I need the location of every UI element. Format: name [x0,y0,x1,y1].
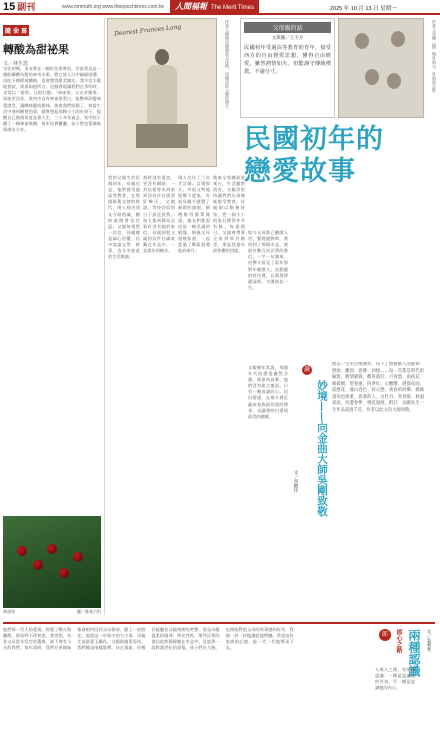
body-column: 後來全家隨政府來台，生活雖然清苦，父親仍堅持讓我們兄弟姊妹都受教育。母親則以勤儉持家，把一個小小的家打理得井井有條。每逢假日，父親會帶著全家到郊外踏青，那是我童年最快樂的回憶。 [213,175,245,254]
column-kicker: 隨 ❀ 寫 [3,25,29,36]
portrait-head [155,49,169,65]
person-mark [391,31,405,47]
tribute-tag: 讀 [303,366,310,373]
issue-date: 2025 年 10 月 13 日 星期一 [330,6,397,12]
tribute-author: 文／李樹洋 [293,470,298,493]
two-kinds-article [375,627,435,731]
two-kinds-body: 人與人之間，有兩種認識：一種是認識他的外表，另一種是認識他的內心。 [375,667,415,691]
series-tag: 郎 [379,629,391,641]
portrait-caption: 作者父親與母親婚前交往時，母親送給父親的照片。 [225,20,230,112]
fruit-mark [17,546,27,556]
column-divider [104,18,105,615]
tribute-title: 妙境——向金曲大師吳剛致敬 [316,380,328,517]
box-author: 文與圖／王丕方 [271,36,304,41]
fruit-mark [33,560,43,570]
series-name: 郎心之路 [395,629,402,653]
left-article-title: 轉酸為甜祕果 [3,43,69,56]
fruit-mark [59,568,69,578]
vintage-portrait-photo [107,18,217,167]
newspaper-masthead: 人間福報 The Merit Times [170,0,259,13]
left-article-author: 文／林生恩 [3,61,29,67]
feature-headline: 民國初年的戀愛故事 [244,124,384,187]
page-header [0,0,440,15]
portrait-seat [136,124,188,148]
fruit-mark [73,552,83,562]
section-divider [3,622,435,624]
two-kinds-title: 兩種認識 [407,629,421,677]
left-article [3,18,101,615]
photo-caption: 神祕果 圖／維基百科 [3,609,101,614]
person-mark [387,73,401,89]
body-column: 如今父母都已離開人世，整理遺物時，我找到了那個木盒，裡面有數百封泛黃的書信。一字一句讀來，彷彿又看見了當年那對年輕戀人，在動盪的時代裡，以筆墨傳遞深情，守護彼此一生。 [248,230,288,290]
body-column: 我的父親生於民國初年，母親也是。他們都受過高等教育，在那個新舊交替的時代，兩人經由朋友介紹相識，隨即展開書信往返。父親每週寫一封信，母親總是細心回覆，信中談論文學、時事，也分享彼此的生活點滴。 [108,175,140,260]
parents-words-box [240,18,335,118]
website-url: www.mmtruth.org www.theepochtimes.com.tw [62,4,164,10]
body-column: 兩人交往了三年才訂婚。訂婚那天，外祖父特地從鄉下趕來，外祖母親手縫製了新娘的旗袍。婚禮辦得簡單隆重，親友們都說這是一樁美滿的姻緣。婚後父母相敬如賓，一起度過了戰亂與遷徙的歲月。 [178,175,210,254]
two-kinds-author: 文／吳利秀 [426,629,431,652]
tribute-body: 他以一生的音樂創作，寫下了無數動人的旋律：戀曲、離別、思鄉、回憶……每一首都是時代的縮影。舊情綿綿、歡喜就好、月夜愁、雨夜花、補破網、望春風、四季紅、心酸酸、港都夜雨、孤戀花、滿山春色、碎心戀、黃昏的故鄉、媽媽請你也保重、思慕的人、白牡丹、青春嶺、秋風夜雨、河邊春夢、桃花過渡。附註：吳剛先生一生作品超過千首，作者以此文向大師致敬。 [332,362,424,413]
body-column: 父親晚年常說，那個年代的戀愛雖然含蓄，卻最為真摯。他們沒有甜言蜜語，只有一顆真誠的心。這份情感，在歲月裡沉澱成家族最珍貴的傳承，也讓我明白愛情最美的模樣。 [248,365,288,419]
box-body: 民國初年受過高等教育的青年，接受西方的自由戀愛思想，懂得自由戀愛，雖然熱情如火，但能謹守傳統禮教，不逾分寸。 [244,45,331,75]
bottom-section [3,627,435,731]
page-number: 15 副刊 [3,1,36,13]
left-article-body: 交往初期，男友曾在一顆紅色果實前，告訴我這是一種能轉酸為甜的神奇水果。將它放入口中細細咀嚼，再吃下檸檬或酸梅，竟會覺得甜美無比。我半信半疑地嘗試，果真如他所言。這個發現讓我們在爭吵時，也常以「祕果」互相打趣。「神祕果」又名奇蹟果，原產於西非，果肉中含有神祕果蛋白，能暫時改變味蕾感受，讓酸味變成甜味。後來我們結婚了，每當生活中遇到酸楚的事，總會想起那顆小小的紅果子，提醒自己換個角度品嘗人生。三十多年過去，家中院子種了一棵神祕果樹，每年結實纍纍，孩子們也愛摘來與朋友分享。 [3,66,101,132]
fruit-mark [47,544,57,554]
bottom-article-body: 他們那一代人的愛情，經歷了戰火與離散，卻始終不改初衷。我常想，若非父母當年堅定的選擇，就不會有今天的我們。每年清明，我們兄弟姊妹都會相約回到父母墓前，獻上一束鮮花，說說這一年家中的大小事。母親生前最愛玉蘭花，父親則偏愛菊花，我們總是兩樣都帶。站在墓前，彷彿仍能聽見父親爽朗的笑聲，看見母親溫柔的眼神。時光荏苒，那些泛黃的書信依然靜靜躺在木盒中，見證著一段跨越世紀的深情。孩子們長大後，也開始對祖父母的故事感到好奇，我便一封一封地讀給他們聽。希望這份家族的記憶，能一代一代地傳承下去。 [3,627,294,650]
family-photo-caption: 作者父母親（後）與外祖父、外祖母合影。 [432,20,437,96]
family-photo [338,18,424,118]
person-mark [355,33,369,49]
person-mark [365,69,379,85]
photo-inscription: Dearest Frances Lang [113,23,182,38]
body-column: 那時沒有電話，更沒有網路，一封信從寄出到收到回音往往需要好幾天。父親說，等待回信的日子最是煎熬，每天都到郵局去看有沒有她的來信。母親則把父親的信件仔細收藏在木盒中，一直保存到晚年。 [143,175,175,254]
miracle-fruit-photo [3,516,101,608]
box-title: 父母親的話 [244,22,331,33]
